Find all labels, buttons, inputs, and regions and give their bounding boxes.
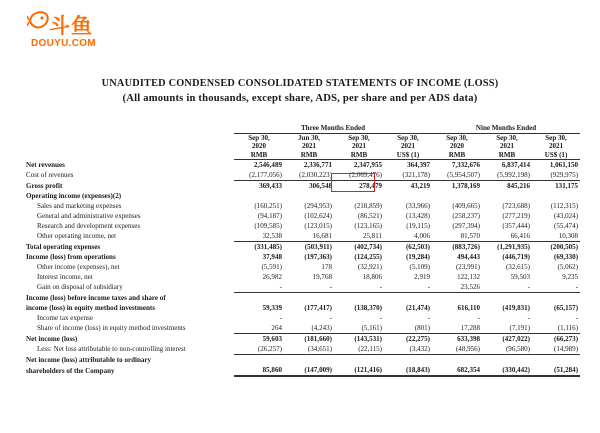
row-value: 633,398 [457, 335, 481, 343]
row-value: (94,187) [257, 212, 282, 220]
row-value [432, 293, 482, 304]
row-value: (102,624) [304, 212, 332, 220]
row-value: (5,591) [261, 263, 282, 271]
col-year: 2021 [499, 142, 515, 150]
row-value: (62,503) [405, 243, 431, 251]
row-value: (409,665) [452, 202, 481, 210]
col-unit: RMB [482, 151, 532, 160]
row-label: Research and development expenses [37, 222, 141, 230]
row-label: Income (loss) from operations [26, 253, 116, 261]
col-unit: RMB [284, 151, 334, 160]
row-value: (321,178) [384, 170, 432, 181]
row-value: 2,336,771 [303, 161, 332, 169]
row-value: - [427, 314, 431, 322]
row-value [284, 293, 334, 304]
row-value: 9,235 [562, 273, 579, 281]
row-value: 364,397 [407, 161, 431, 169]
row-value: 369,433 [259, 182, 282, 190]
statement-row [26, 160, 580, 171]
group-three-months: Three Months Ended [234, 124, 432, 133]
row-value: (1,291,935) [497, 243, 531, 251]
row-value: (51,284) [532, 365, 580, 376]
row-label: Sales and marketing expenses [37, 202, 122, 210]
row-label: Income (loss) before income taxes and share of [26, 293, 166, 302]
col-date: Sep 30, [348, 133, 370, 142]
col-date: Sep 30, [496, 133, 518, 142]
statement-row [26, 323, 580, 334]
row-label: Net income (loss) attributable to ordinary [26, 355, 152, 364]
row-value: (43,024) [553, 212, 579, 220]
row-value: (109,585) [254, 222, 282, 230]
row-value: - [279, 314, 282, 322]
row-value: (446,719) [502, 253, 531, 261]
row-value [334, 293, 384, 304]
statement-row [26, 313, 580, 323]
statement-row [26, 181, 580, 192]
row-value: 26,982 [262, 273, 282, 281]
row-value: (277,219) [502, 212, 531, 220]
row-value: (143,531) [354, 335, 382, 343]
row-label: Cost of revenues [26, 171, 74, 180]
row-value: 845,216 [507, 182, 531, 190]
col-unit: RMB [432, 151, 482, 160]
statement-row [26, 344, 580, 355]
income-statement-table [26, 124, 580, 377]
row-value: 59,603 [262, 335, 282, 343]
statement-row [26, 293, 580, 304]
row-value: 682,354 [432, 365, 482, 376]
row-value [334, 191, 384, 201]
statement-row [26, 252, 580, 262]
group-nine-months: Nine Months Ended [432, 124, 580, 133]
year-header-row [26, 142, 580, 151]
col-year: 2021 [549, 142, 564, 150]
row-value [432, 191, 482, 201]
date-header-row [26, 133, 580, 142]
row-value: (177,417) [304, 304, 332, 312]
row-label: shareholders of the Company [26, 366, 115, 375]
row-label: Other income (expenses), net [37, 263, 120, 271]
row-value [234, 355, 284, 366]
row-value: - [527, 314, 531, 322]
row-label: Gain on disposal of subsidiary [37, 283, 123, 292]
col-date: Sep 30, [446, 133, 468, 142]
row-value: 25,811 [334, 231, 384, 242]
row-value: (66,273) [553, 335, 579, 343]
row-value [384, 191, 432, 201]
row-value: (5,161) [334, 323, 384, 334]
row-value: (723,688) [502, 202, 531, 210]
row-value [482, 293, 532, 304]
row-value: (2,069,476) [334, 170, 384, 181]
row-label: Share of income (loss) in equity method investments [37, 324, 186, 333]
row-value: 32,538 [234, 231, 284, 242]
row-label: Total operating expenses [26, 242, 101, 251]
row-value: (294,953) [304, 202, 332, 210]
row-value [384, 293, 432, 304]
row-value: 264 [234, 323, 284, 334]
row-value: (123,165) [354, 222, 382, 230]
row-value: 1,061,150 [549, 161, 579, 169]
statement-row [26, 191, 580, 201]
row-value: (427,022) [502, 335, 531, 343]
row-value: (419,831) [502, 304, 531, 312]
row-value: (33,966) [405, 202, 431, 210]
row-value: 306,548 [309, 182, 332, 190]
statement-row [26, 221, 580, 231]
row-value: (13,428) [405, 212, 431, 220]
row-value: (121,416) [334, 365, 384, 376]
row-value: (197,363) [304, 253, 332, 261]
row-value: (883,726) [452, 243, 481, 251]
col-year: 2021 [301, 142, 317, 150]
statement-row [26, 201, 580, 211]
statement-row [26, 334, 580, 345]
row-value: - [477, 314, 481, 322]
row-value: (22,275) [405, 335, 431, 343]
col-year: 2020 [251, 142, 267, 150]
row-value [432, 355, 482, 366]
row-value: (801) [384, 323, 432, 334]
unit-header-row [26, 151, 580, 160]
statement-title: UNAUDITED CONDENSED CONSOLIDATED STATEMENTS OF INCOME (LOSS) [101, 78, 499, 89]
row-value: (23,991) [455, 263, 481, 271]
col-unit: RMB [234, 151, 284, 160]
col-date: Sep 30, [248, 133, 270, 142]
col-date: Sep 30, [545, 133, 567, 142]
row-value: 66,416 [482, 231, 532, 242]
row-value: (32,615) [505, 263, 531, 271]
statement-subtitle: (All amounts in thousands, except share, ADS, per share and per ADS data) [122, 93, 478, 104]
row-value: (218,859) [354, 202, 382, 210]
row-value: 43,219 [410, 182, 431, 190]
col-unit: US$ (1) [384, 151, 432, 160]
row-value: 122,132 [457, 273, 481, 281]
row-value: (19,284) [405, 253, 431, 261]
row-value: 85,860 [234, 365, 284, 376]
row-value: (124,255) [354, 253, 382, 261]
statement-row [26, 365, 580, 376]
statement-row [26, 282, 580, 293]
row-value: (96,580) [482, 344, 532, 355]
statement-row [26, 272, 580, 282]
row-value: (297,394) [452, 222, 481, 230]
row-label: Net income (loss) [26, 334, 78, 343]
row-value: 131,175 [555, 182, 579, 190]
row-value: 6,837,414 [501, 161, 531, 169]
row-label: Less: Net loss attributable to non-controlling interest [37, 345, 186, 354]
row-value: (112,315) [550, 202, 579, 210]
row-value: - [482, 282, 532, 293]
row-value: 7,332,676 [451, 161, 481, 169]
row-value [284, 355, 334, 366]
highlight-box [331, 173, 375, 192]
col-year: 2020 [449, 142, 465, 150]
row-value: (357,444) [502, 222, 531, 230]
row-value: (34,651) [284, 344, 334, 355]
row-value [532, 293, 580, 304]
row-value: 16,681 [284, 231, 334, 242]
row-value: 19,768 [312, 273, 332, 281]
row-value: (7,191) [482, 323, 532, 334]
row-value: 18,806 [362, 273, 382, 281]
row-value: 37,948 [262, 253, 282, 261]
row-value: (138,370) [354, 304, 382, 312]
row-value: 4,006 [384, 231, 432, 242]
row-value [234, 293, 284, 304]
row-value: 59,339 [262, 304, 282, 312]
row-value: (32,921) [357, 263, 382, 271]
row-value: (147,009) [284, 365, 334, 376]
statement-row [26, 211, 580, 221]
row-label: Interest income, net [37, 273, 93, 281]
row-value: 10,308 [532, 231, 580, 242]
logo-text: DOUYU.COM [31, 38, 96, 49]
row-value: - [384, 282, 432, 293]
row-label: General and administrative expenses [37, 212, 141, 220]
statement-row [26, 242, 580, 253]
row-value: (123,015) [304, 222, 332, 230]
row-label: Gross profit [26, 181, 63, 190]
row-value: (26,257) [234, 344, 284, 355]
fish-mascot-icon [27, 8, 51, 32]
row-value: 81,570 [432, 231, 482, 242]
row-value: (2,030,223) [284, 170, 334, 181]
row-label: income (loss) in equity method investments [26, 304, 155, 312]
row-value: 23,526 [432, 282, 482, 293]
row-value: (503,911) [304, 243, 332, 251]
row-value: 494,443 [457, 253, 481, 261]
douyu-logo [27, 8, 95, 58]
row-value: 616,110 [457, 304, 481, 312]
row-value: (929,975) [532, 170, 580, 181]
row-value: (14,989) [532, 344, 580, 355]
statement-row [26, 231, 580, 242]
row-value: (160,251) [254, 202, 282, 210]
row-value: (5,109) [409, 263, 431, 271]
row-value: (19,115) [406, 222, 431, 230]
row-value: (5,954,507) [432, 170, 482, 181]
row-value: (5,992,198) [482, 170, 532, 181]
row-value: 278,479 [359, 182, 382, 190]
row-value [384, 355, 432, 366]
row-value: (22,115) [334, 344, 384, 355]
row-value: (331,485) [254, 243, 282, 251]
row-value [334, 355, 384, 366]
row-value: 2,347,955 [353, 161, 382, 169]
statement-row [26, 355, 580, 366]
col-unit: RMB [334, 151, 384, 160]
row-value: 2,546,489 [253, 161, 282, 169]
logo-mark: 斗鱼 [49, 14, 93, 38]
row-value: (200,505) [550, 243, 579, 251]
row-label: Income tax expense [37, 314, 93, 322]
row-value: (18,843) [384, 365, 432, 376]
row-value: (3,432) [384, 344, 432, 355]
row-value [482, 355, 532, 366]
row-value: (1,116) [532, 323, 580, 334]
row-value: (69,330) [553, 253, 579, 261]
row-value: - [234, 282, 284, 293]
row-value [532, 191, 580, 201]
row-value: 178 [321, 263, 332, 271]
row-value: (181,660) [304, 335, 332, 343]
row-value: (86,521) [357, 212, 382, 220]
row-value: - [532, 282, 580, 293]
row-value: (258,237) [452, 212, 481, 220]
row-value: (48,956) [432, 344, 482, 355]
row-value: 17,288 [432, 323, 482, 334]
row-value [532, 355, 580, 366]
col-unit: US$ (1) [532, 151, 580, 160]
row-label: Other operating income, net [37, 232, 117, 241]
row-label: Net revenues [26, 160, 65, 169]
row-value: 1,378,169 [451, 182, 481, 190]
row-value: (5,062) [557, 263, 579, 271]
row-value: - [329, 314, 332, 322]
row-value: 59,503 [510, 273, 531, 281]
col-date: Sep 30, [397, 133, 419, 142]
row-value: (65,157) [553, 304, 579, 312]
row-value: - [334, 282, 384, 293]
row-value: (402,734) [354, 243, 382, 251]
col-year: 2021 [351, 142, 367, 150]
statement-row [26, 262, 580, 272]
statement-row [26, 303, 580, 313]
group-header-row [26, 124, 580, 133]
row-value [284, 191, 334, 201]
col-year: 2021 [400, 142, 416, 150]
col-date: Jun 30, [298, 133, 320, 142]
row-label: Operating income (expenses)(2) [26, 192, 122, 200]
row-value: - [575, 314, 579, 322]
row-value: (330,442) [482, 365, 532, 376]
row-value [482, 191, 532, 201]
row-value: 2,919 [414, 273, 431, 281]
row-value: - [379, 314, 382, 322]
row-value: (55,474) [553, 222, 579, 230]
row-value: - [284, 282, 334, 293]
row-value: (2,177,056) [234, 170, 284, 181]
row-value: (21,474) [405, 304, 431, 312]
row-value: (4,243) [284, 323, 334, 334]
row-value [234, 191, 284, 201]
statement-row [26, 170, 580, 181]
